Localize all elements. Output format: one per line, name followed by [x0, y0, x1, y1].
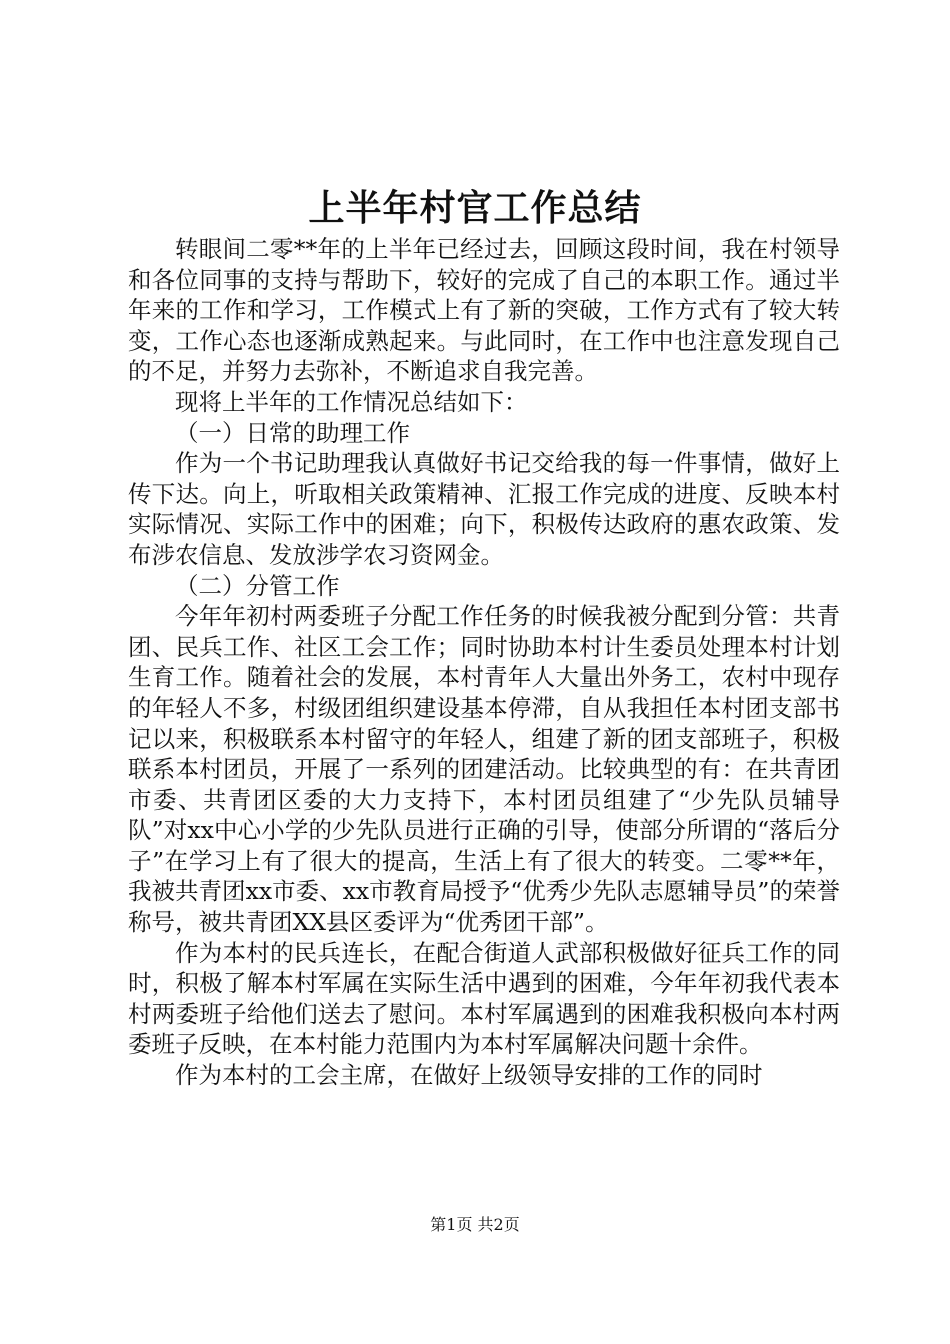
paragraph-union: 作为本村的工会主席，在做好上级领导安排的工作的同时 — [175, 1061, 763, 1090]
section-heading-daily-work: （一）日常的助理工作 — [175, 418, 410, 447]
document-title: 上半年村官工作总结 — [308, 187, 642, 229]
paragraph-summary-lead: 现将上半年的工作情况总结如下： — [175, 387, 528, 416]
section-heading-managed-work: （二）分管工作 — [175, 571, 340, 600]
document-body — [128, 234, 840, 1091]
paragraph-youth-league: 今年年初村两委班子分配工作任务的时候我被分配到分管：共青团、民兵工作、社区工会工作；同时协助本村计生委员处理本村计划生育工作。随着社会的发展，本村青年人大量出外务工，农村中现存的年轻人不多，村级团组织建设基本停滞，自从我担任本村团支部书记以来，积极联系本村留守的年轻人，组建了新的团支部班子，积极联系本村团员，开展了一系列的团建活动。比较典型的有：在共青团市委、共青团区委的大力支持下，本村团员组建了“少先队员辅导队”对xx中心小学的少先队员进行正确的引导，使部分所谓的“落后分子”在学习上有了很大的提高，生活上有了很大的转变。二零**年，我被共青团xx市委、xx市教育局授予“优秀少先队志愿辅导员”的荣誉称号，被共青团XX县区委评为“优秀团干部”。 — [128, 602, 840, 937]
page-footer: 第1页 共2页 — [430, 1215, 520, 1234]
paragraph-intro: 转眼间二零**年的上半年已经过去，回顾这段时间，我在村领导和各位同事的支持与帮助下，较好的完成了自己的本职工作。通过半年来的工作和学习，工作模式上有了新的突破，工作方式有了较大转变，工作心态也逐渐成熟起来。与此同时，在工作中也注意发现自己的不足，并努力去弥补，不断追求自我完善。 — [128, 235, 840, 386]
paragraph-daily-work: 作为一个书记助理我认真做好书记交给我的每一件事情，做好上传下达。向上，听取相关政策精神、汇报工作完成的进度、反映本村实际情况、实际工作中的困难；向下，积极传达政府的惠农政策、发布涉农信息、发放涉学农习资网金。 — [128, 449, 840, 569]
paragraph-militia: 作为本村的民兵连长，在配合街道人武部积极做好征兵工作的同时，积极了解本村军属在实际生活中遇到的困难，今年年初我代表本村两委班子给他们送去了慰问。本村军属遇到的困难我积极向本村两委班子反映，在本村能力范围内为本村军属解决问题十余件。 — [128, 938, 840, 1059]
